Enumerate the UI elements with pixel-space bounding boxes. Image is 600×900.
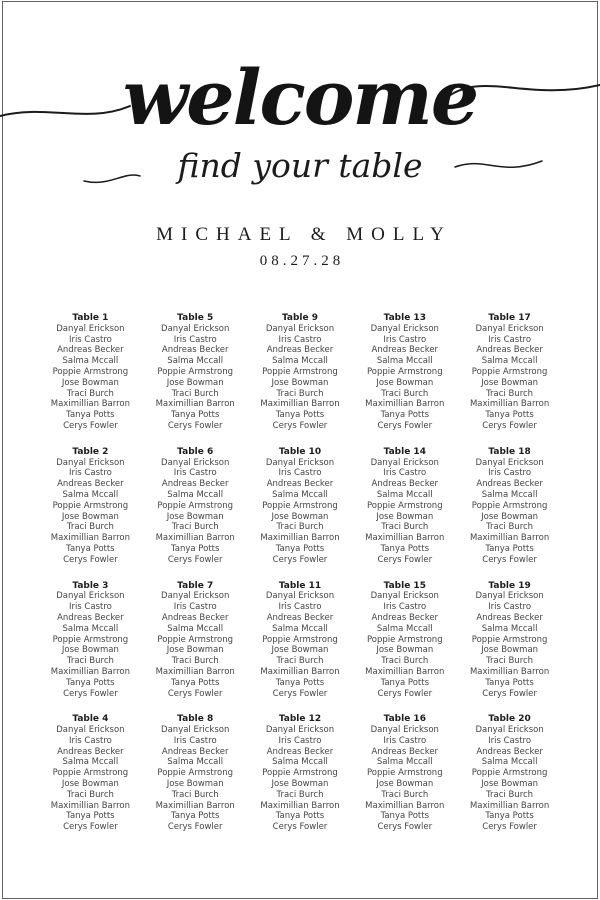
guest-name: Poppie Armstrong	[157, 768, 233, 779]
guest-name: Cerys Fowler	[167, 420, 223, 431]
guest-name: Maximillian Barron	[50, 800, 131, 811]
guest-name: Traci Burch	[66, 656, 114, 667]
guest-name: Salma Mccall	[376, 489, 433, 500]
guest-name: Iris Castro	[68, 334, 112, 345]
guest-name: Traci Burch	[381, 388, 429, 399]
guest-name: Tanya Potts	[66, 543, 115, 554]
welcome-script-title: welcome	[122, 53, 478, 142]
guest-name: Salma Mccall	[62, 489, 119, 500]
guest-name: Poppie Armstrong	[52, 634, 129, 645]
couple-names: MICHAEL & MOLLY	[156, 224, 452, 245]
table-label: Table 8	[177, 714, 214, 725]
guest-name: Andreas Becker	[57, 746, 124, 757]
guest-name: Traci Burch	[381, 789, 429, 800]
table-label: Table 4	[72, 714, 109, 725]
guest-name: Poppie Armstrong	[52, 500, 129, 511]
guest-name: Andreas Becker	[161, 746, 229, 757]
guest-name: Maximillian Barron	[155, 533, 235, 544]
guest-name: Maximillian Barron	[260, 533, 340, 544]
table-block	[143, 581, 248, 700]
table-block	[38, 447, 143, 566]
guest-name: Jose Bowman	[271, 377, 329, 388]
seating-chart-grid	[38, 313, 562, 833]
guest-name: Poppie Armstrong	[157, 634, 233, 645]
guest-name: Cerys Fowler	[482, 822, 537, 833]
guest-name: Andreas Becker	[57, 612, 124, 623]
table-block	[248, 714, 353, 833]
guest-name: Poppie Armstrong	[262, 366, 338, 377]
guest-name: Andreas Becker	[266, 612, 334, 623]
guest-name: Tanya Potts	[275, 410, 325, 421]
guest-name: Poppie Armstrong	[262, 500, 338, 511]
table-block	[38, 313, 143, 432]
guest-name: Salma Mccall	[167, 757, 224, 768]
guest-name: Danyal Erickson	[161, 323, 230, 334]
guest-name: Salma Mccall	[62, 623, 119, 634]
guest-name: Cerys Fowler	[482, 420, 537, 431]
guest-name: Poppie Armstrong	[262, 768, 338, 779]
guest-name: Andreas Becker	[476, 612, 543, 623]
guest-name: Poppie Armstrong	[471, 634, 548, 645]
guest-name: Poppie Armstrong	[471, 768, 548, 779]
guest-name: Poppie Armstrong	[52, 366, 129, 377]
table-block	[457, 581, 562, 700]
guest-name: Salma Mccall	[481, 356, 538, 367]
guest-name: Iris Castro	[383, 468, 427, 479]
table-block	[248, 313, 353, 432]
guest-name: Jose Bowman	[61, 645, 119, 656]
guest-name: Cerys Fowler	[377, 420, 433, 431]
guest-name: Salma Mccall	[272, 356, 328, 367]
table-block	[352, 714, 457, 833]
guest-name: Andreas Becker	[57, 479, 124, 490]
guest-name: Salma Mccall	[272, 489, 328, 500]
table-block	[352, 447, 457, 566]
guest-name: Danyal Erickson	[475, 323, 544, 334]
guest-name: Danyal Erickson	[56, 457, 125, 468]
guest-name: Maximillian Barron	[365, 800, 445, 811]
table-label: Table 6	[177, 446, 214, 457]
guest-name: Iris Castro	[278, 334, 322, 345]
table-block	[38, 714, 143, 833]
guest-name: Danyal Erickson	[370, 457, 439, 468]
table-block	[143, 447, 248, 566]
guest-name: Cerys Fowler	[272, 822, 328, 833]
guest-name: Cerys Fowler	[63, 420, 118, 431]
guest-name: Tanya Potts	[485, 677, 534, 688]
wedding-date: 08.27.28	[259, 253, 345, 269]
guest-name: Jose Bowman	[481, 645, 539, 656]
guest-name: Iris Castro	[488, 735, 532, 746]
guest-name: Iris Castro	[383, 602, 427, 613]
guest-name: Salma Mccall	[272, 623, 328, 634]
guest-name: Maximillian Barron	[469, 533, 550, 544]
guest-name: Cerys Fowler	[63, 822, 118, 833]
guest-name: Maximillian Barron	[260, 666, 340, 677]
guest-name: Danyal Erickson	[161, 457, 230, 468]
guest-name: Traci Burch	[381, 656, 429, 667]
guest-name: Maximillian Barron	[260, 399, 340, 410]
guest-name: Jose Bowman	[166, 511, 224, 522]
guest-name: Iris Castro	[278, 468, 322, 479]
guest-name: Tanya Potts	[275, 811, 325, 822]
guest-name: Poppie Armstrong	[262, 634, 338, 645]
guest-name: Tanya Potts	[380, 811, 430, 822]
guest-name: Andreas Becker	[371, 746, 439, 757]
guest-name: Salma Mccall	[376, 623, 433, 634]
guest-name: Tanya Potts	[380, 677, 430, 688]
guest-name: Iris Castro	[488, 468, 532, 479]
guest-name: Andreas Becker	[266, 479, 334, 490]
guest-name: Iris Castro	[173, 735, 217, 746]
guest-name: Andreas Becker	[371, 612, 439, 623]
guest-name: Iris Castro	[68, 468, 112, 479]
guest-name: Salma Mccall	[62, 757, 119, 768]
table-label: Table 1	[72, 313, 109, 323]
guest-name: Jose Bowman	[271, 645, 329, 656]
guest-name: Traci Burch	[66, 789, 114, 800]
guest-name: Andreas Becker	[476, 479, 543, 490]
guest-name: Danyal Erickson	[265, 457, 335, 468]
guest-name: Tanya Potts	[170, 410, 220, 421]
guest-name: Andreas Becker	[161, 479, 229, 490]
table-label: Table 5	[177, 313, 214, 323]
guest-name: Maximillian Barron	[365, 666, 445, 677]
guest-name: Andreas Becker	[266, 746, 334, 757]
guest-name: Jose Bowman	[376, 377, 434, 388]
guest-name: Salma Mccall	[167, 356, 224, 367]
guest-name: Andreas Becker	[371, 479, 439, 490]
guest-name: Traci Burch	[66, 388, 114, 399]
guest-name: Tanya Potts	[170, 677, 220, 688]
guest-name: Jose Bowman	[481, 377, 539, 388]
guest-name: Jose Bowman	[61, 377, 119, 388]
guest-name: Cerys Fowler	[63, 688, 118, 699]
guest-name: Iris Castro	[173, 468, 217, 479]
guest-name: Tanya Potts	[380, 410, 430, 421]
guest-name: Maximillian Barron	[469, 800, 550, 811]
guest-name: Jose Bowman	[166, 377, 224, 388]
guest-name: Cerys Fowler	[272, 420, 328, 431]
guest-name: Tanya Potts	[380, 543, 430, 554]
guest-name: Tanya Potts	[485, 543, 534, 554]
guest-name: Cerys Fowler	[377, 822, 433, 833]
guest-name: Jose Bowman	[271, 779, 329, 790]
table-label: Table 14	[383, 446, 426, 457]
guest-name: Iris Castro	[68, 735, 112, 746]
guest-name: Poppie Armstrong	[471, 366, 548, 377]
guest-name: Andreas Becker	[161, 345, 229, 356]
guest-name: Salma Mccall	[481, 623, 538, 634]
table-block	[457, 447, 562, 566]
guest-name: Andreas Becker	[57, 345, 124, 356]
guest-name: Danyal Erickson	[370, 323, 439, 334]
guest-name: Maximillian Barron	[155, 399, 235, 410]
guest-name: Jose Bowman	[481, 779, 539, 790]
table-block	[248, 581, 353, 700]
table-label: Table 9	[281, 313, 319, 323]
guest-name: Danyal Erickson	[370, 591, 439, 602]
guest-name: Cerys Fowler	[482, 554, 537, 565]
guest-name: Tanya Potts	[66, 677, 115, 688]
guest-name: Iris Castro	[278, 602, 322, 613]
table-label: Table 17	[488, 313, 531, 323]
guest-name: Iris Castro	[173, 602, 217, 613]
guest-name: Salma Mccall	[376, 356, 433, 367]
table-label: Table 11	[278, 580, 322, 591]
table-label: Table 20	[488, 714, 531, 725]
guest-name: Traci Burch	[486, 388, 534, 399]
guest-name: Iris Castro	[278, 735, 322, 746]
guest-name: Maximillian Barron	[155, 666, 235, 677]
guest-name: Traci Burch	[171, 656, 219, 667]
guest-name: Cerys Fowler	[377, 688, 433, 699]
guest-name: Iris Castro	[383, 735, 427, 746]
guest-name: Danyal Erickson	[475, 725, 544, 736]
table-label: Table 16	[383, 714, 426, 725]
guest-name: Andreas Becker	[476, 345, 543, 356]
guest-name: Iris Castro	[488, 602, 532, 613]
guest-name: Salma Mccall	[62, 356, 119, 367]
guest-name: Tanya Potts	[275, 543, 325, 554]
guest-name: Poppie Armstrong	[366, 634, 443, 645]
guest-name: Danyal Erickson	[56, 323, 125, 334]
guest-name: Maximillian Barron	[365, 399, 445, 410]
guest-name: Iris Castro	[383, 334, 427, 345]
guest-name: Tanya Potts	[66, 410, 115, 421]
guest-name: Traci Burch	[486, 522, 534, 533]
guest-name: Cerys Fowler	[377, 554, 433, 565]
guest-name: Andreas Becker	[476, 746, 543, 757]
guest-name: Maximillian Barron	[155, 800, 235, 811]
table-block	[38, 581, 143, 700]
guest-name: Danyal Erickson	[265, 591, 335, 602]
guest-name: Danyal Erickson	[265, 725, 335, 736]
guest-name: Danyal Erickson	[475, 591, 544, 602]
guest-name: Cerys Fowler	[63, 554, 118, 565]
guest-name: Maximillian Barron	[365, 533, 445, 544]
guest-name: Tanya Potts	[170, 543, 220, 554]
find-your-table-script-subtitle: find your table	[177, 146, 423, 185]
guest-name: Iris Castro	[488, 334, 532, 345]
guest-name: Poppie Armstrong	[366, 500, 443, 511]
guest-name: Jose Bowman	[376, 645, 434, 656]
guest-name: Iris Castro	[68, 602, 112, 613]
table-label: Table 13	[383, 313, 426, 323]
guest-name: Salma Mccall	[272, 757, 328, 768]
guest-name: Maximillian Barron	[469, 666, 550, 677]
table-label: Table 2	[72, 446, 109, 457]
guest-name: Poppie Armstrong	[471, 500, 548, 511]
guest-name: Danyal Erickson	[56, 725, 125, 736]
table-label: Table 18	[488, 446, 531, 457]
guest-name: Maximillian Barron	[260, 800, 340, 811]
guest-name: Cerys Fowler	[167, 822, 223, 833]
guest-name: Traci Burch	[276, 388, 324, 399]
guest-name: Salma Mccall	[376, 757, 433, 768]
guest-name: Traci Burch	[171, 522, 219, 533]
guest-name: Cerys Fowler	[167, 554, 223, 565]
guest-name: Traci Burch	[171, 388, 219, 399]
guest-name: Salma Mccall	[167, 489, 224, 500]
table-label: Table 12	[278, 714, 322, 725]
guest-name: Iris Castro	[173, 334, 217, 345]
guest-name: Jose Bowman	[61, 779, 119, 790]
guest-name: Traci Burch	[486, 656, 534, 667]
table-block	[248, 447, 353, 566]
table-block	[352, 581, 457, 700]
table-label: Table 10	[278, 446, 322, 457]
guest-name: Traci Burch	[66, 522, 114, 533]
table-label: Table 3	[72, 580, 109, 591]
guest-name: Salma Mccall	[481, 489, 538, 500]
guest-name: Jose Bowman	[376, 779, 434, 790]
guest-name: Traci Burch	[276, 789, 324, 800]
guest-name: Jose Bowman	[61, 511, 119, 522]
guest-name: Traci Burch	[276, 522, 324, 533]
guest-name: Maximillian Barron	[50, 399, 131, 410]
guest-name: Jose Bowman	[376, 511, 434, 522]
table-block	[143, 714, 248, 833]
guest-name: Tanya Potts	[485, 410, 534, 421]
guest-name: Jose Bowman	[166, 779, 224, 790]
guest-name: Poppie Armstrong	[366, 768, 443, 779]
guest-name: Danyal Erickson	[475, 457, 544, 468]
guest-name: Poppie Armstrong	[157, 500, 233, 511]
guest-name: Poppie Armstrong	[52, 768, 129, 779]
guest-name: Salma Mccall	[167, 623, 224, 634]
guest-name: Cerys Fowler	[482, 688, 537, 699]
guest-name: Jose Bowman	[166, 645, 224, 656]
guest-name: Jose Bowman	[481, 511, 539, 522]
guest-name: Tanya Potts	[170, 811, 220, 822]
guest-name: Danyal Erickson	[161, 591, 230, 602]
table-block	[457, 313, 562, 432]
guest-name: Danyal Erickson	[265, 323, 335, 334]
guest-name: Danyal Erickson	[56, 591, 125, 602]
guest-name: Traci Burch	[276, 656, 324, 667]
table-label: Table 7	[177, 580, 214, 591]
guest-name: Tanya Potts	[275, 677, 325, 688]
guest-name: Maximillian Barron	[50, 533, 131, 544]
guest-name: Cerys Fowler	[272, 688, 328, 699]
table-label: Table 15	[383, 580, 426, 591]
guest-name: Poppie Armstrong	[157, 366, 233, 377]
table-block	[143, 313, 248, 432]
guest-name: Poppie Armstrong	[366, 366, 443, 377]
guest-name: Tanya Potts	[485, 811, 534, 822]
guest-name: Danyal Erickson	[161, 725, 230, 736]
guest-name: Andreas Becker	[266, 345, 334, 356]
table-label: Table 19	[488, 580, 531, 591]
guest-name: Cerys Fowler	[167, 688, 223, 699]
guest-name: Salma Mccall	[481, 757, 538, 768]
guest-name: Andreas Becker	[371, 345, 439, 356]
guest-name: Danyal Erickson	[370, 725, 439, 736]
table-block	[457, 714, 562, 833]
guest-name: Traci Burch	[486, 789, 534, 800]
guest-name: Maximillian Barron	[469, 399, 550, 410]
guest-name: Traci Burch	[381, 522, 429, 533]
table-block	[352, 313, 457, 432]
guest-name: Jose Bowman	[271, 511, 329, 522]
guest-name: Tanya Potts	[66, 811, 115, 822]
guest-name: Cerys Fowler	[272, 554, 328, 565]
guest-name: Andreas Becker	[161, 612, 229, 623]
guest-name: Maximillian Barron	[50, 666, 131, 677]
guest-name: Traci Burch	[171, 789, 219, 800]
